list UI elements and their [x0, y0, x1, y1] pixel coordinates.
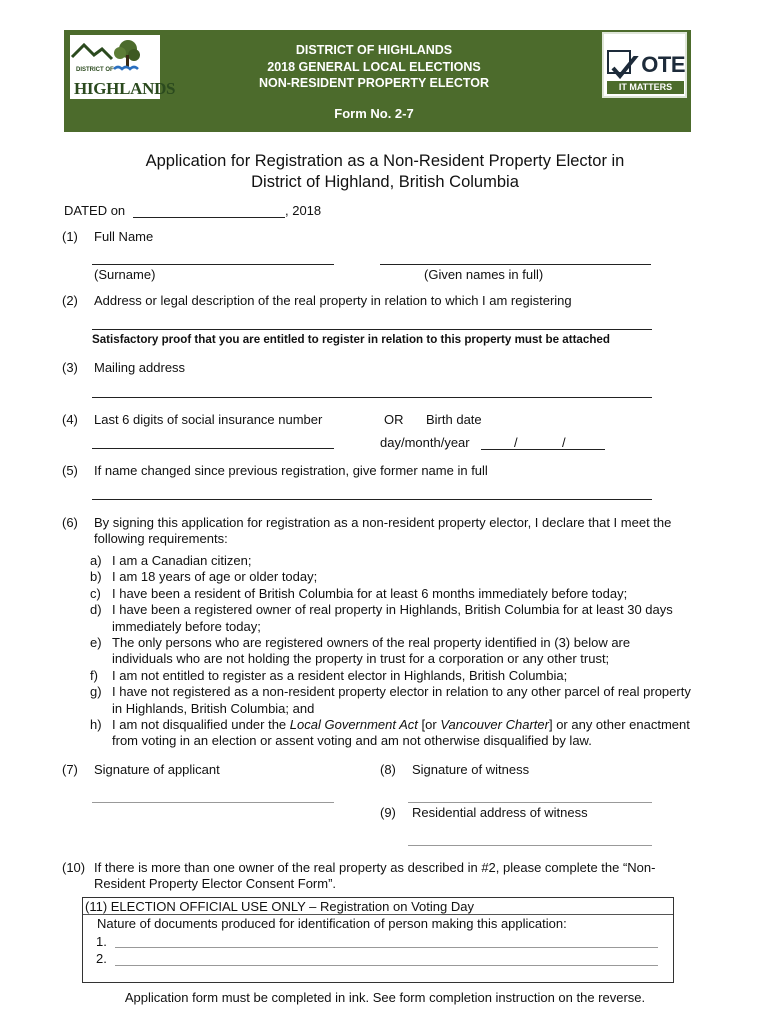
field-10-number: (10) [62, 860, 86, 875]
property-address-line[interactable] [92, 329, 652, 330]
field-9-label: Residential address of witness [412, 805, 588, 820]
requirement-mark: a) [90, 553, 102, 568]
witness-address-line[interactable] [408, 845, 652, 846]
field-3-number: (3) [62, 360, 78, 375]
proof-note: Satisfactory proof that you are entitled to register in relation to this property must be attached [92, 333, 610, 346]
title-line-2: District of Highland, British Columbia [251, 173, 519, 191]
vote-badge [602, 32, 687, 98]
mailing-address-line[interactable] [92, 397, 652, 398]
or-text: OR [384, 412, 404, 427]
requirement-text: I am a Canadian citizen; [112, 553, 252, 568]
requirement-h-mark: h) [90, 717, 102, 733]
vote-tagline: IT MATTERS [607, 81, 684, 94]
field-5-number: (5) [62, 463, 78, 478]
header-banner [64, 30, 691, 132]
requirement-h-text [112, 717, 692, 750]
document-2-line[interactable] [115, 965, 658, 966]
requirement-item [90, 553, 692, 569]
field-9-number: (9) [380, 805, 396, 820]
field-2-label: Address or legal description of the real property in relation to which I am registering [94, 293, 572, 308]
field-1-number: (1) [62, 229, 78, 244]
requirement-mark: e) [90, 635, 102, 651]
requirement-item [90, 586, 692, 602]
field-8-number: (8) [380, 762, 396, 777]
requirement-item [90, 684, 692, 717]
former-name-line[interactable] [92, 499, 652, 500]
field-7-number: (7) [62, 762, 78, 777]
banner-heading [194, 42, 554, 92]
banner-line-1: DISTRICT OF HIGHLANDS [295, 43, 453, 57]
documents-label: Nature of documents produced for identification of person making this application: [97, 916, 567, 931]
field-5-label: If name changed since previous registration, give former name in full [94, 463, 488, 478]
date-format-label: day/month/year [380, 435, 470, 450]
surname-line[interactable] [92, 264, 334, 265]
requirement-mark: b) [90, 569, 102, 585]
req-h-post: ] or any other enactment from voting in an election or assent voting and am not otherwise disqualified by law. [112, 717, 690, 749]
official-use-box [82, 897, 674, 983]
requirement-text: I am not entitled to register as a resident elector in Highlands, British Columbia; [112, 667, 568, 683]
requirement-mark: f) [90, 667, 98, 683]
vote-word: OTE [641, 52, 685, 77]
given-names-caption: (Given names in full) [424, 267, 544, 282]
vancouver-charter: Vancouver Charter [440, 717, 549, 733]
requirement-item [90, 602, 692, 635]
requirement-text: I have not registered as a non-resident property elector in relation to any other parcel of real property in Highlands, British Columbia; and [112, 684, 691, 716]
sin-line[interactable] [92, 448, 334, 449]
requirement-text: I have been a registered owner of real property in Highlands, British Columbia for at least 30 days immediately before today; [112, 602, 673, 634]
form-number: Form No. 2-7 [334, 106, 414, 121]
field-4-label: Last 6 digits of social insurance number [94, 412, 323, 427]
document-1-number: 1. [96, 934, 107, 949]
requirement-mark: d) [90, 602, 102, 618]
requirements-items [90, 553, 692, 717]
field-2-number: (2) [62, 293, 78, 308]
field-7-label: Signature of applicant [94, 762, 220, 777]
requirement-item [90, 668, 692, 684]
requirements-list [90, 553, 692, 750]
document-2-number: 2. [96, 951, 107, 966]
local-government-act: Local Government Act [289, 717, 418, 733]
given-names-line[interactable] [380, 264, 651, 265]
footer-note: Application form must be completed in ink. See form completion instruction on the reverse. [124, 990, 646, 1005]
banner-line-2: 2018 GENERAL LOCAL ELECTIONS [267, 59, 481, 74]
field-10-label: If there is more than one owner of the real property as described in #2, please complete the “Non-Resident Property Elector Consent Form”. [94, 860, 656, 892]
dated-label: DATED on [64, 203, 126, 218]
dated-year: , 2018 [285, 203, 322, 218]
field-8-label: Signature of witness [412, 762, 530, 777]
field-1-label: Full Name [94, 229, 154, 244]
field-4-number: (4) [62, 412, 78, 427]
official-use-heading: (11) ELECTION OFFICIAL USE ONLY – Registration on Voting Day [85, 899, 474, 914]
witness-signature-line[interactable] [408, 802, 652, 803]
birth-date-line[interactable] [481, 449, 605, 450]
title-line-1: Application for Registration as a Non-Resident Property Elector in [145, 152, 625, 170]
logo-big-text: HIGHLANDS [74, 79, 176, 98]
date-slash-1: / [514, 435, 518, 450]
requirement-text: I have been a resident of British Columbia for at least 6 months immediately before today; [112, 585, 628, 601]
req-h-pre: I am not disqualified under the [112, 717, 290, 733]
declaration-intro: By signing this application for registration as a non-resident property elector, I declare that I meet the following requirements: [94, 515, 672, 547]
requirement-text: I am 18 years of age or older today; [112, 569, 318, 585]
requirement-h [90, 717, 692, 750]
date-slash-2: / [562, 435, 566, 450]
requirement-item [90, 569, 692, 585]
field-6-number: (6) [62, 515, 78, 530]
requirement-item [90, 635, 692, 668]
surname-caption: (Surname) [94, 267, 156, 282]
banner-line-3: NON-RESIDENT PROPERTY ELECTOR [258, 76, 490, 90]
document-1-line[interactable] [115, 947, 658, 948]
requirement-mark: g) [90, 684, 102, 700]
page-title [60, 151, 710, 193]
birth-date-label: Birth date [426, 412, 482, 427]
req-h-mid: [or [417, 717, 441, 733]
requirement-mark: c) [90, 585, 101, 601]
dated-line[interactable] [133, 217, 285, 218]
official-heading-rule [83, 914, 673, 915]
logo-small-text: DISTRICT OF [76, 67, 114, 73]
field-3-label: Mailing address [94, 360, 186, 375]
requirement-text: The only persons who are registered owners of the real property identified in (3) below are individuals who are not holding the property in trust for a corporation or any other trust; [112, 635, 631, 667]
highlands-logo [70, 35, 176, 99]
applicant-signature-line[interactable] [92, 802, 334, 803]
